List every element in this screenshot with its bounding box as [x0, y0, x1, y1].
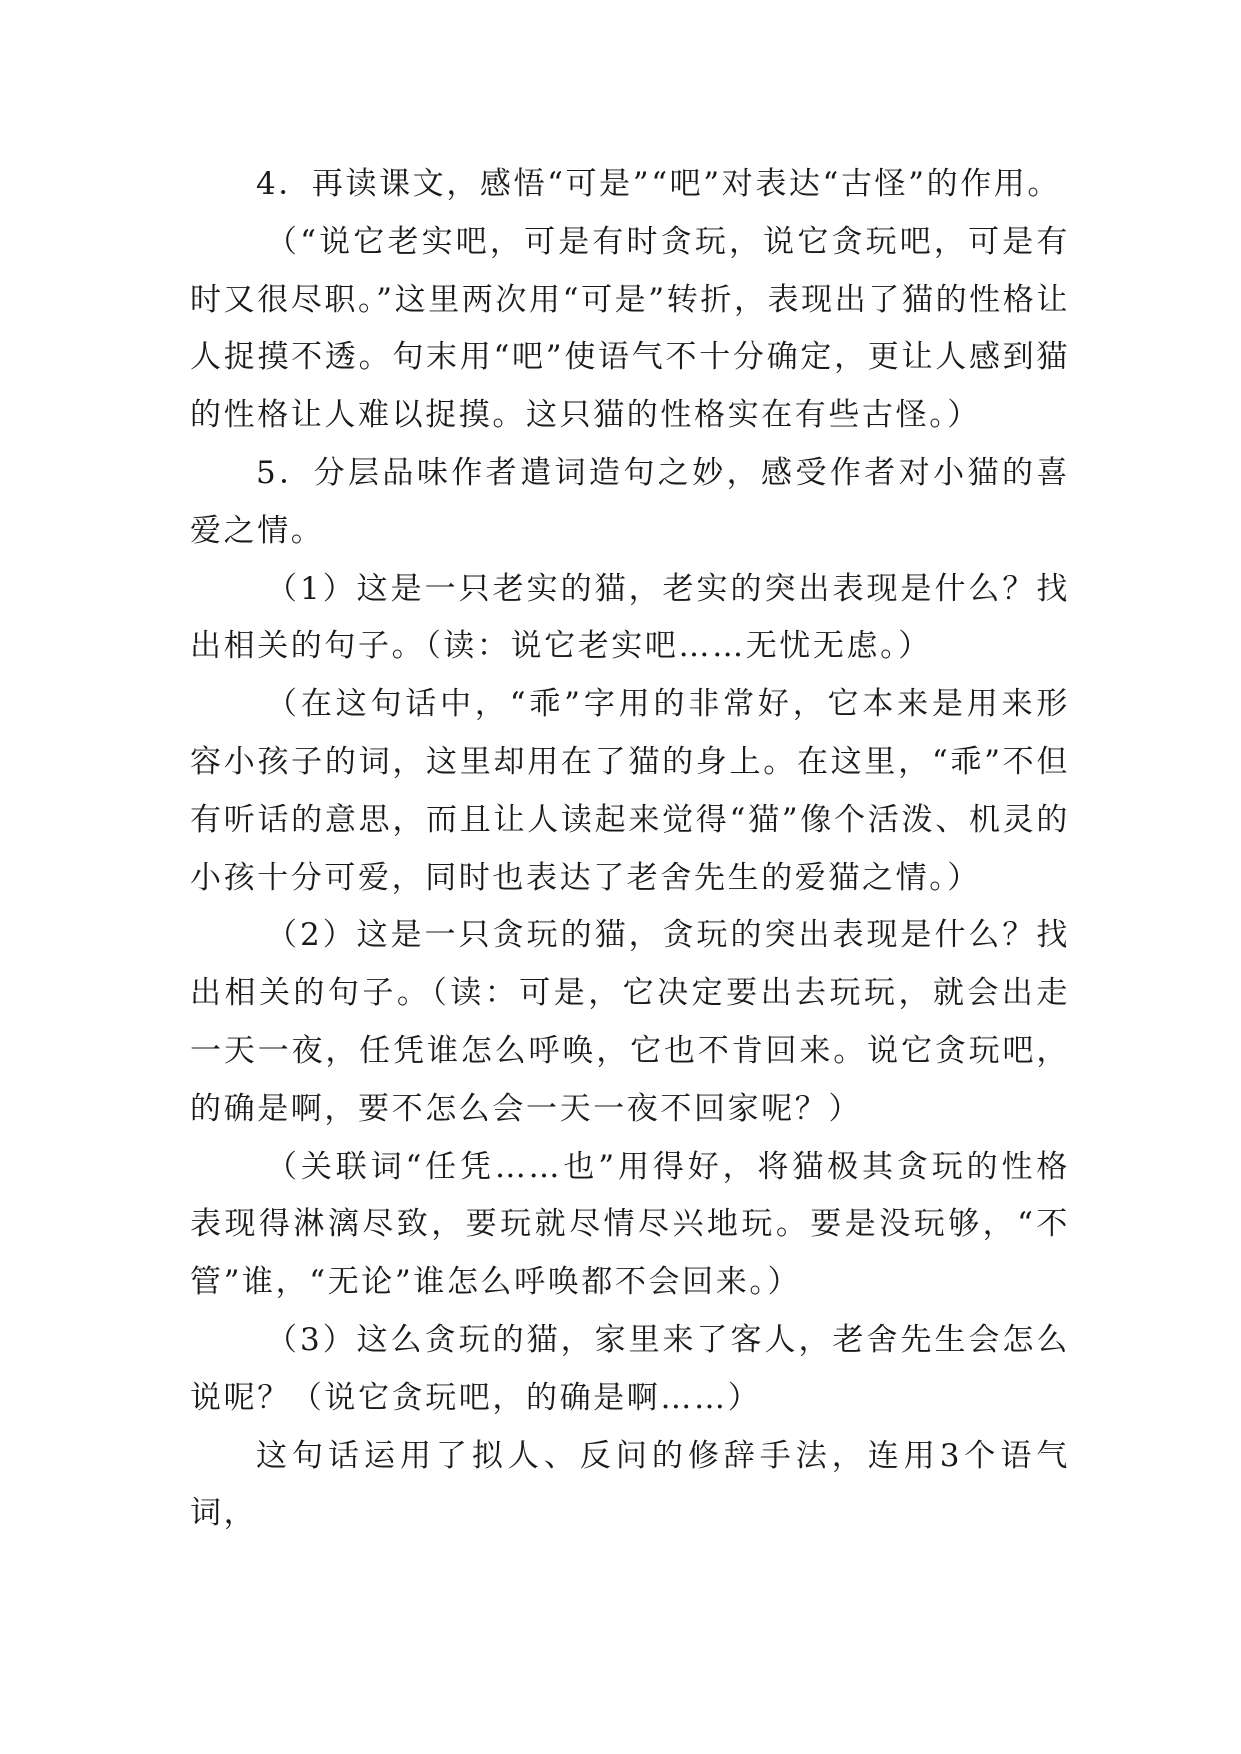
paragraph-answer-2: （关联词“任凭……也”用得好，将猫极其贪玩的性格表现得淋漓尽致，要玩就尽情尽兴地玩。要是没玩够，“不管”谁，“无论”谁怎么呼唤都不会回来。）: [190, 1148, 1070, 1301]
paragraph-subquestion-3: （3）这么贪玩的猫，家里来了客人，老舍先生会怎么说呢？（说它贪玩吧，的确是啊……）: [190, 1321, 1070, 1416]
paragraph-question-4: 4．再读课文，感悟“可是”“吧”对表达“古怪”的作用。: [256, 166, 1062, 202]
paragraph-analysis: 这句话运用了拟人、反问的修辞手法，连用3个语气词，: [190, 1437, 1070, 1532]
document-body: [190, 156, 1070, 1543]
paragraph-question-5: 5．分层品味作者遣词造句之妙，感受作者对小猫的喜爱之情。: [190, 454, 1070, 549]
paragraph-subquestion-1: （1）这是一只老实的猫，老实的突出表现是什么？找出相关的句子。（读：说它老实吧……无忧无虑。）: [190, 570, 1070, 665]
paragraph-subquestion-2: （2）这是一只贪玩的猫，贪玩的突出表现是什么？找出相关的句子。（读：可是，它决定要出去玩玩，就会出走一天一夜，任凭谁怎么呼唤，它也不肯回来。说它贪玩吧，的确是啊，要不怎么会一天一夜不回家呢？）: [190, 917, 1070, 1127]
paragraph-answer-4: （“说它老实吧，可是有时贪玩，说它贪玩吧，可是有时又很尽职。”这里两次用“可是”转折，表现出了猫的性格让人捉摸不透。句末用“吧”使语气不十分确定，更让人感到猫的性格让人难以捉摸。这只猫的性格实在有些古怪。）: [190, 223, 1070, 434]
paragraph-answer-1: （在这句话中，“乖”字用的非常好，它本来是用来形容小孩子的词，这里却用在了猫的身上。在这里，“乖”不但有听话的意思，而且让人读起来觉得“猫”像个活泼、机灵的小孩十分可爱，同时也表达了老舍先生的爱猫之情。）: [190, 686, 1070, 896]
